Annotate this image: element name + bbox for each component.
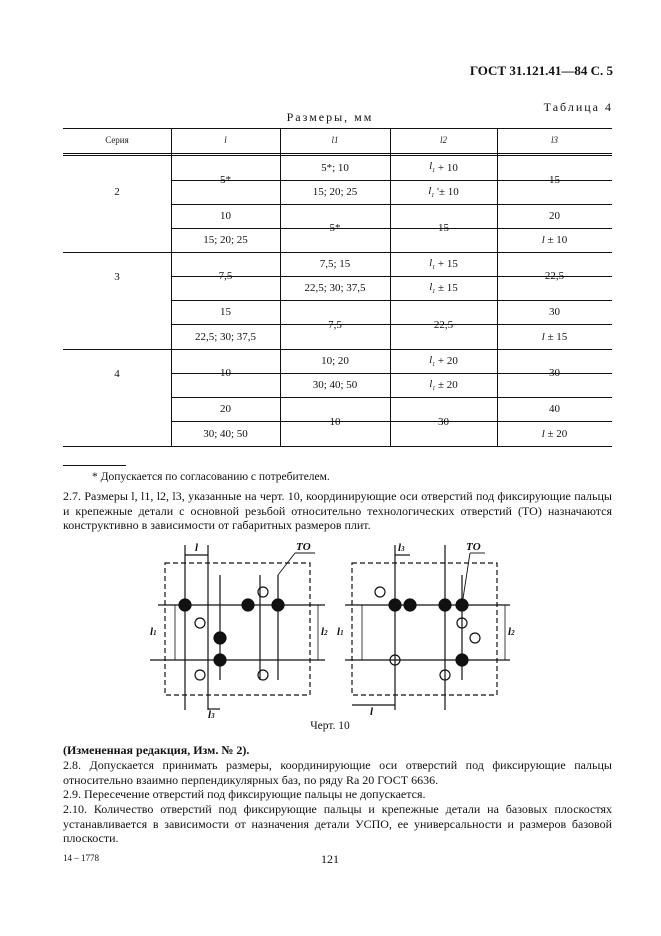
cell-value: ± 15 bbox=[438, 282, 458, 294]
series-cell: 2 bbox=[114, 185, 120, 198]
dim-label-l2-right: l2 bbox=[508, 626, 515, 638]
dimensions-table bbox=[63, 128, 612, 458]
cell-value: ± 20 bbox=[547, 427, 568, 440]
table-cell: $l_1$ + 20 bbox=[429, 353, 458, 369]
footnote-divider bbox=[63, 465, 126, 466]
dim-label-l-right: l bbox=[370, 706, 374, 718]
table-cell: 15 bbox=[438, 222, 449, 234]
table-cell: l ± 10 bbox=[541, 234, 568, 246]
table-cell: 10 bbox=[220, 210, 231, 222]
dim-label-l3-right: l3 bbox=[398, 542, 405, 554]
table-cell: 15 bbox=[220, 306, 231, 318]
table-cell: 5*; 10 bbox=[321, 161, 349, 174]
table-cell: 5* bbox=[220, 173, 231, 186]
dim-label-l3: l3 bbox=[208, 709, 215, 720]
paragraph-2-9: 2.9. Пересечение отверстий под фиксирующие пальцы не допускается. bbox=[63, 787, 426, 801]
table-cell: $l_1$ ± 15 bbox=[429, 280, 458, 296]
dim-label-l2: l2 bbox=[321, 626, 328, 638]
table-cell: 10 bbox=[220, 367, 231, 379]
amendment-note: (Измененная редакция, Изм. № 2). bbox=[63, 743, 250, 757]
paragraph-2-10: 2.10. Количество отверстий под фиксирующие пальцы и крепежные детали на базовых плоскостях устанавливается в зависимости от назначения детали УСПО, ее универсальности и размеров базовой плоскости. bbox=[63, 802, 612, 845]
cell-value: '± 10 bbox=[437, 186, 459, 198]
col-header-l1: l1 bbox=[331, 135, 339, 145]
table-cell: $l_1$ '± 10 bbox=[428, 184, 459, 200]
cell-value: ± 15 bbox=[547, 330, 568, 343]
figure-caption: Черт. 10 bbox=[310, 720, 350, 732]
col-header-l2: l2 bbox=[439, 135, 447, 145]
table-cell: 15; 20; 25 bbox=[312, 186, 358, 198]
cell-value: + 20 bbox=[437, 355, 458, 367]
paragraph-2-7: 2.7. Размеры l, l1, l2, l3, указанные на черт. 10, координирующие оси отверстий под фиксирующие пальцы и крепежные детали с основной резьбой относительно технологических отверстий (ТО) назначаются конструктивно в зависимости от габаритных размеров плит. bbox=[63, 489, 612, 532]
table-cell: 30 bbox=[549, 367, 560, 379]
table-cell: 22,5 bbox=[433, 318, 454, 331]
dim-label-l1-right: l1 bbox=[337, 626, 344, 638]
table-cell: 7,5; 15 bbox=[319, 258, 351, 270]
footnote: * Допускается по согласованию с потребителем. bbox=[92, 471, 330, 483]
document-header: ГОСТ 31.121.41—84 С. 5 bbox=[469, 63, 613, 78]
table-label: Таблица 4 bbox=[543, 100, 613, 114]
dim-label-l1: l1 bbox=[150, 626, 157, 638]
table-cell: 15 bbox=[549, 173, 560, 186]
table-cell: 7,5 bbox=[328, 318, 342, 331]
cell-value: ± 10 bbox=[547, 234, 568, 246]
cell-value: ± 20 bbox=[438, 379, 458, 391]
table-cell: 7,5 bbox=[218, 270, 233, 282]
table-cell: 20 bbox=[549, 210, 560, 222]
series-cell: 3 bbox=[114, 270, 120, 283]
page-number: 121 bbox=[321, 852, 339, 866]
table-cell: 30; 40; 50 bbox=[312, 379, 358, 391]
table-cell: $l_1$ ± 20 bbox=[429, 377, 458, 393]
dim-label-l: l bbox=[195, 542, 199, 554]
series-cell: 4 bbox=[114, 367, 120, 380]
table-cell: 10 bbox=[329, 415, 341, 428]
table-cell: 15; 20; 25 bbox=[203, 234, 248, 246]
table-cell: 30; 40; 50 bbox=[203, 427, 248, 440]
table-cell: l ± 20 bbox=[541, 427, 568, 440]
to-hole bbox=[179, 599, 191, 611]
table-cell: 10; 20 bbox=[321, 355, 349, 367]
table-cell: 5* bbox=[329, 222, 341, 234]
table-cell: l ± 15 bbox=[541, 330, 568, 343]
col-header-l: l bbox=[224, 135, 227, 145]
to-label-left: ТО bbox=[296, 541, 311, 553]
table-cell: 30 bbox=[438, 415, 449, 428]
table-caption: Размеры, мм bbox=[286, 110, 374, 124]
table-cell: 30 bbox=[549, 306, 560, 318]
table-cell: $l_1$ + 10 bbox=[429, 160, 458, 175]
cell-value: + 10 bbox=[437, 161, 458, 174]
paragraph-2-8: 2.8. Допускается принимать размеры, координирующие оси отверстий под фиксирующие пальцы относительно взаимно перпендикулярных баз, по ряду Ra 20 ГОСТ 6636. bbox=[63, 758, 612, 787]
table-cell: 40 bbox=[549, 403, 560, 415]
plate-outline-left bbox=[165, 563, 310, 695]
col-header-l3: l3 bbox=[550, 135, 558, 145]
print-code: 14 – 1778 bbox=[63, 853, 99, 863]
plate-outline-right bbox=[352, 563, 497, 695]
col-header-series: Серия bbox=[105, 135, 129, 145]
table-cell: 22,5 bbox=[544, 270, 565, 282]
table-cell: 20 bbox=[220, 403, 231, 415]
table-cell: $l_1$ + 15 bbox=[429, 256, 458, 272]
figure-drawings bbox=[120, 535, 530, 720]
cell-value: + 15 bbox=[437, 258, 458, 270]
to-label-right: ТО bbox=[466, 541, 481, 553]
table-cell: 22,5; 30; 37,5 bbox=[304, 282, 366, 294]
table-cell: 22,5; 30; 37,5 bbox=[194, 330, 257, 343]
